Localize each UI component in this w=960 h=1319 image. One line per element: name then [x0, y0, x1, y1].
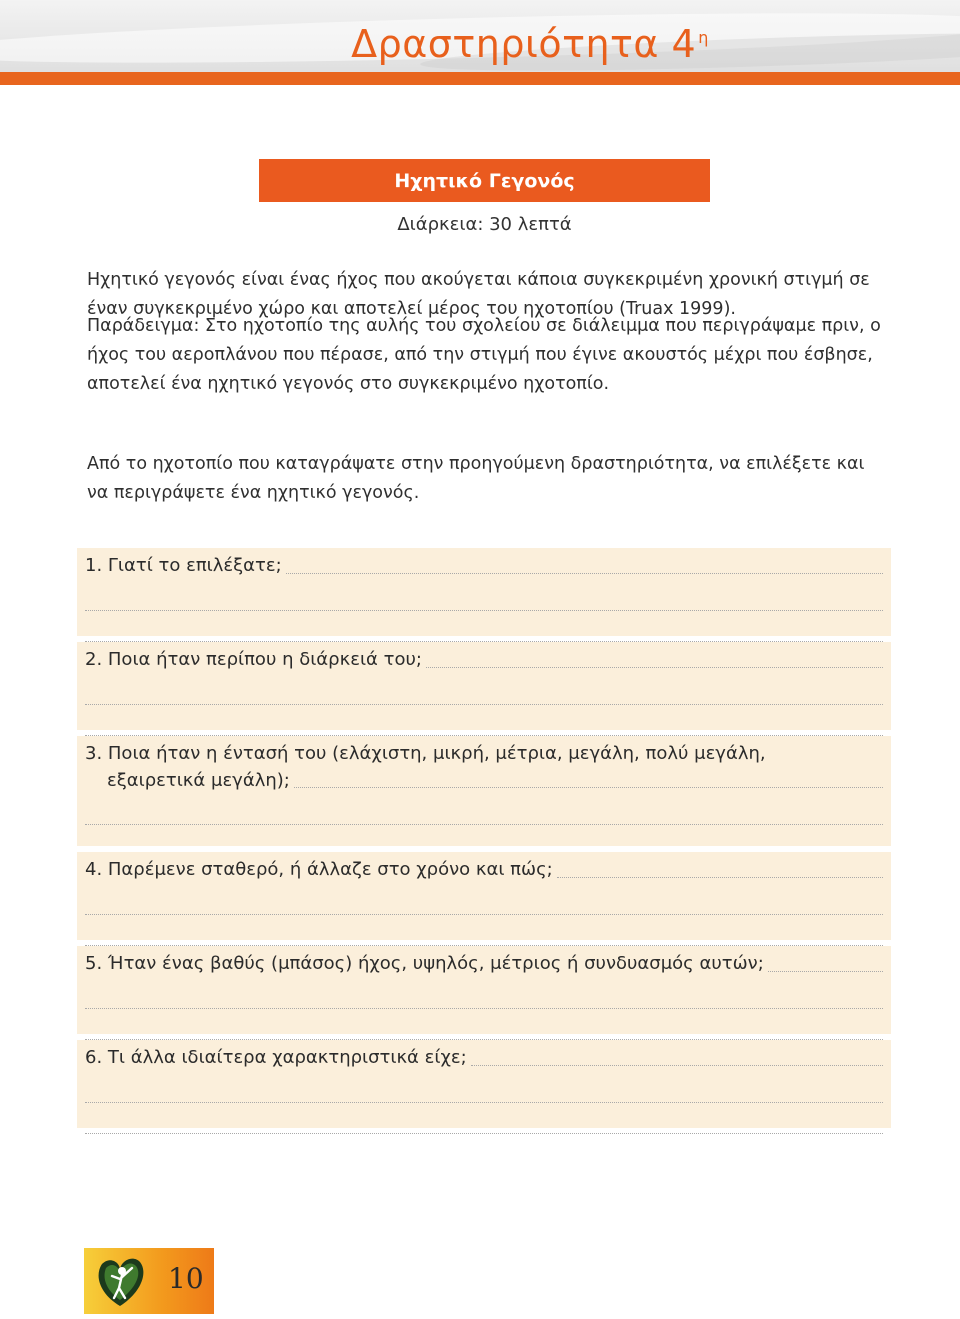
answer-line[interactable]: [85, 915, 883, 946]
page-title: Δραστηριότητα 4 $^\eta$: [351, 22, 709, 66]
question-box-3: [77, 736, 891, 846]
example-paragraph: Παράδειγμα: Στο ηχοτοπίο της αυλής του σχολείου σε διάλειμμα που περιγράψαμε πριν, ο ήχος του αεροπλάνου που πέρασε, από την στιγμή που έγινε ακουστός μέχρι που έσβησε, αποτελεί ένα ηχητικό γεγονός στο συγκεκριμένο ηχοτοπίο.: [87, 316, 881, 394]
page-footer: [84, 1248, 214, 1314]
question-4-text: 4. Παρέμενε σταθερό, ή άλλαζε στο χρόνο και πώς;: [85, 859, 553, 880]
question-2-text: 2. Ποια ήταν περίπου η διάρκειά του;: [85, 649, 422, 670]
question-3-text-cont: εξαιρετικά μεγάλη);: [107, 770, 290, 791]
question-5-text: 5. Ήταν ένας βαθύς (μπάσος) ήχος, υψηλός, μέτριος ή συνδυασμός αυτών;: [85, 953, 764, 974]
answer-line[interactable]: [286, 572, 883, 574]
page-header: [0, 0, 960, 85]
answer-line[interactable]: [85, 580, 883, 611]
answer-line[interactable]: [85, 1103, 883, 1134]
answer-line[interactable]: [768, 970, 883, 972]
question-6-text: 6. Τι άλλα ιδιαίτερα χαρακτηριστικά είχε;: [85, 1047, 467, 1068]
question-box-2: [77, 642, 891, 730]
answer-line[interactable]: [85, 794, 883, 825]
answer-line[interactable]: [85, 674, 883, 705]
question-box-6: [77, 1040, 891, 1128]
page-number: 10: [168, 1262, 204, 1295]
answer-line[interactable]: [471, 1064, 883, 1066]
question-1-text: 1. Γιατί το επιλέξατε;: [85, 555, 282, 576]
instruction-paragraph: Από το ηχοτοπίο που καταγράψατε στην προηγούμενη δραστηριότητα, να επιλέξετε και να περιγράψετε ένα ηχητικό γεγονός.: [87, 454, 865, 503]
answer-line[interactable]: [85, 705, 883, 736]
answer-line[interactable]: [557, 876, 883, 878]
answer-line[interactable]: [85, 884, 883, 915]
leaf-figure-icon: [92, 1254, 148, 1308]
activity-banner: Ηχητικό Γεγονός: [259, 159, 710, 202]
header-rule: [0, 72, 960, 85]
answer-line[interactable]: [85, 1072, 883, 1103]
answer-line[interactable]: [85, 611, 883, 642]
question-box-4: [77, 852, 891, 940]
answer-line[interactable]: [85, 1009, 883, 1040]
definition-paragraph: Ηχητικό γεγονός είναι ένας ήχος που ακούγεται κάποια συγκεκριμένη χρονική στιγμή σε έναν συγκεκριμένο χώρο και αποτελεί μέρος του ηχοτοπίου (Truax 1999).: [87, 270, 870, 319]
answer-line[interactable]: [426, 666, 883, 668]
duration-text: Διάρκεια: 30 λεπτά: [397, 214, 572, 235]
question-box-5: [77, 946, 891, 1034]
answer-line[interactable]: [294, 786, 883, 788]
question-3-text: 3. Ποια ήταν η έντασή του (ελάχιστη, μικρή, μέτρια, μεγάλη, πολύ μεγάλη,: [85, 743, 766, 764]
question-box-1: [77, 548, 891, 636]
answer-line[interactable]: [85, 978, 883, 1009]
